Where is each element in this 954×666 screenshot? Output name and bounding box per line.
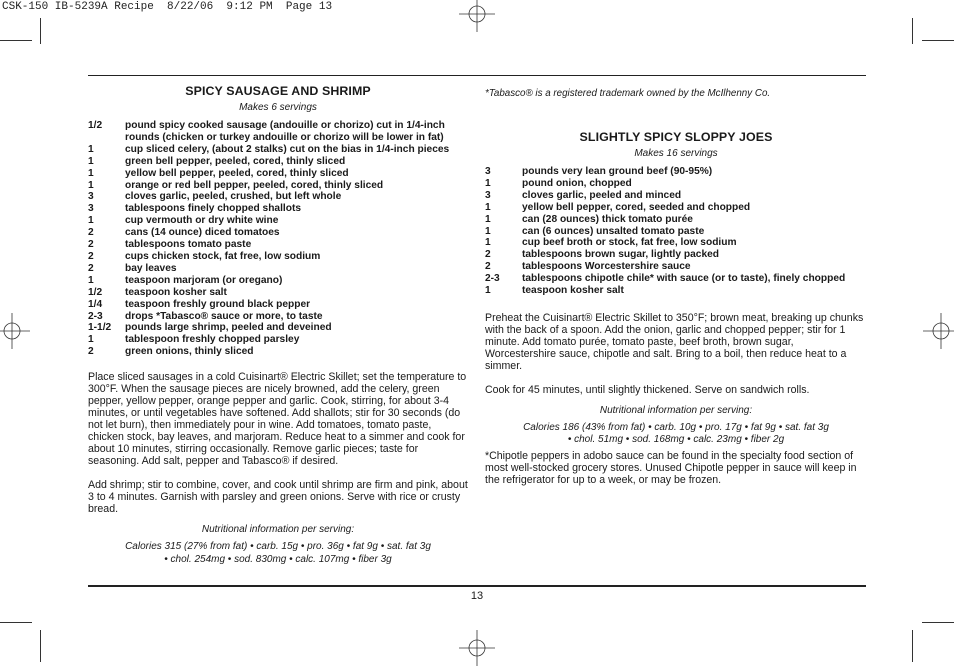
ingredient-row (88, 346, 468, 358)
ingredient-qty: 1 (485, 201, 491, 213)
ingredient-text: pound onion, chopped (522, 177, 632, 189)
ingredient-text: yellow bell pepper, peeled, cored, thinly sliced (125, 167, 349, 179)
ingredient-text: teaspoon kosher salt (522, 285, 624, 297)
ingredient-row (485, 249, 867, 261)
ingredient-text: tablespoons Worcestershire sauce (522, 261, 691, 273)
ingredient-qty: 1-1/2 (88, 322, 112, 334)
crop-mark-top-left-v (40, 18, 41, 44)
ingredient-qty: 1 (88, 143, 94, 155)
ingredient-qty: 1/4 (88, 298, 103, 310)
ingredient-row (88, 191, 468, 203)
ingredient-text: green bell pepper, peeled, cored, thinly sliced (125, 155, 346, 167)
registration-mark-top (459, 0, 495, 32)
ingredient-text: tablespoons finely chopped shallots (125, 203, 302, 215)
recipe-title: SPICY SAUSAGE AND SHRIMP (185, 84, 371, 98)
ingredient-row (485, 166, 867, 178)
ingredient-row (88, 311, 468, 323)
ingredient-row (88, 275, 468, 287)
ingredient-qty: 1 (485, 237, 491, 249)
ingredient-text: yellow bell pepper, cored, seeded and chopped (522, 201, 751, 213)
ingredient-row (88, 144, 468, 156)
ingredient-row (485, 285, 867, 297)
ingredient-row (88, 251, 468, 263)
ingredient-text: pound spicy cooked sausage (andouille or chorizo) cut in 1/4-inch rounds (chicken or turkey andouille or chorizo will be lower in fat) (125, 120, 445, 143)
ingredient-qty: 2-3 (88, 310, 103, 322)
ingredient-row (88, 287, 468, 299)
registration-mark-right (923, 313, 954, 349)
ingredient-qty: 1 (88, 215, 94, 227)
ingredient-text: cloves garlic, peeled and minced (522, 189, 682, 201)
ingredient-row (485, 226, 867, 238)
recipe-title: SLIGHTLY SPICY SLOPPY JOES (579, 130, 773, 144)
ingredient-row (485, 273, 867, 285)
bottom-rule (88, 585, 866, 587)
ingredient-row (88, 156, 468, 168)
ingredient-text: tablespoons tomato paste (125, 239, 252, 251)
ingredient-row (88, 239, 468, 251)
ingredient-text: green onions, thinly sliced (125, 346, 254, 358)
ingredient-text: drops *Tabasco® sauce or more, to taste (125, 310, 323, 322)
ingredient-text: cup vermouth or dry white wine (125, 215, 279, 227)
ingredient-qty: 2 (88, 250, 94, 262)
ingredient-text: teaspoon marjoram (or oregano) (125, 274, 283, 286)
ingredient-qty: 1/2 (88, 120, 103, 131)
ingredient-qty: 2 (88, 346, 94, 358)
crop-mark-bottom-right (922, 622, 954, 623)
ingredient-qty: 2 (88, 262, 94, 274)
instructions-paragraph: Place sliced sausages in a cold Cuisinart® Electric Skillet; set the temperature to 300°F. When the sausage pieces are nicely browned, add the celery, green pepper, yellow pepper, orange pepper and garlic. Cook, stirring, for about 3-4 minutes, or until vegetables have softened. Add shallots; stir for 30 seconds (do not let burn), then immediately pour in wine. Add tomatoes, tomato paste, chicken stock, bay leaves, and marjoram. Reduce heat to a simmer and cook for about 10 minutes, stirring occasionally. Remove garlic pieces; taste for seasoning. Add salt, pepper and Tabasco® if desired. (88, 371, 467, 468)
ingredient-text: pounds large shrimp, peeled and deveined (125, 322, 332, 334)
page-number: 13 (470, 590, 484, 602)
ingredient-text: tablespoon freshly chopped parsley (125, 334, 300, 346)
recipe-sloppy-joes (485, 84, 867, 486)
ingredient-qty: 1 (485, 213, 491, 225)
ingredient-qty: 3 (88, 203, 94, 215)
ingredient-text: teaspoon kosher salt (125, 286, 227, 298)
ingredient-text: tablespoons brown sugar, lightly packed (522, 249, 719, 261)
ingredient-row (88, 263, 468, 275)
ingredient-text: orange or red bell pepper, peeled, cored, thinly sliced (125, 179, 384, 191)
instructions-paragraph: Cook for 45 minutes, until slightly thickened. Serve on sandwich rolls. (485, 383, 810, 396)
nutrition-line: Calories 186 (43% from fat) • carb. 10g • pro. 17g • fat 9g • sat. fat 3g (523, 421, 829, 433)
ingredient-text: bay leaves (125, 262, 177, 274)
crop-mark-bottom-left-v (40, 630, 41, 662)
ingredient-row (88, 334, 468, 346)
ingredient-text: pounds very lean ground beef (90-95%) (522, 166, 713, 177)
ingredient-text: cup beef broth or stock, fat free, low sodium (522, 237, 737, 249)
ingredient-qty: 2 (485, 261, 491, 273)
ingredient-qty: 1 (88, 179, 94, 191)
ingredient-row (88, 120, 468, 144)
ingredient-qty: 1 (88, 274, 94, 286)
recipe-yield: Makes 16 servings (634, 148, 718, 159)
ingredient-row (88, 322, 468, 334)
crop-mark-top-left (0, 40, 32, 41)
ingredient-row (88, 215, 468, 227)
ingredient-row (485, 178, 867, 190)
ingredient-text: cans (14 ounce) diced tomatoes (125, 227, 280, 239)
ingredient-row (88, 203, 468, 215)
nutrition-line: • chol. 51mg • sod. 168mg • calc. 23mg • fiber 2g (567, 434, 785, 446)
top-rule (88, 75, 866, 76)
trademark-note: *Tabasco® is a registered trademark owned by the McIlhenny Co. (485, 88, 771, 99)
instructions-paragraph: Preheat the Cuisinart® Electric Skillet to 350°F; brown meat, breaking up chunks with the back of a spoon. Add the onion, garlic and chopped pepper; stir for 1 minute. Add tomato purée, tomato paste, beef broth, brown sugar, Worcestershire sauce, chipotle and salt. Bring to a boil, then reduce heat to a simmer. (485, 311, 864, 372)
ingredient-qty: 2 (485, 249, 491, 261)
recipe-spicy-sausage-shrimp (88, 84, 468, 566)
ingredient-text: cups chicken stock, fat free, low sodium (125, 250, 321, 262)
ingredient-qty: 1 (88, 155, 94, 167)
ingredient-qty: 1 (485, 285, 491, 297)
ingredient-row (485, 261, 867, 273)
ingredient-list (485, 166, 867, 297)
crop-mark-top-right-v (912, 18, 913, 44)
ingredient-qty: 3 (88, 191, 94, 203)
chipotle-footnote: *Chipotle peppers in adobo sauce can be found in the specialty food section of most well-stocked grocery stores. Unused Chipotle pepper in sauce will keep in the refrigerator for up to a week, or may be frozen. (485, 449, 857, 486)
nutrition-line: Calories 315 (27% from fat) • carb. 15g • pro. 36g • fat 9g • sat. fat 3g (125, 541, 431, 553)
nutrition-heading: Nutritional information per serving: (599, 404, 753, 416)
ingredient-qty: 3 (485, 189, 491, 201)
ingredient-row (88, 180, 468, 192)
ingredient-row (485, 237, 867, 249)
ingredient-row (485, 214, 867, 226)
ingredient-row (88, 299, 468, 311)
ingredient-row (485, 190, 867, 202)
ingredient-row (88, 168, 468, 180)
ingredient-qty: 1 (88, 334, 94, 346)
instructions-paragraph: Add shrimp; stir to combine, cover, and cook until shrimp are firm and pink, about 3 to 4 minutes. Garnish with parsley and green onions. Serve with rice or crusty bread. (88, 479, 468, 516)
crop-mark-bottom-left (0, 622, 32, 623)
ingredient-qty: 2 (88, 239, 94, 251)
ingredient-text: cloves garlic, peeled, crushed, but left whole (125, 191, 342, 203)
ingredient-qty: 1 (88, 167, 94, 179)
registration-mark-left (0, 313, 30, 349)
crop-mark-bottom-right-v (912, 630, 913, 662)
print-header: CSK-150 IB-5239A Recipe 8/22/06 9:12 PM Page 13 (2, 1, 333, 13)
ingredient-text: cup sliced celery, (about 2 stalks) cut on the bias in 1/4-inch pieces (125, 143, 450, 155)
nutrition-line: • chol. 254mg • sod. 830mg • calc. 107mg • fiber 3g (164, 553, 392, 565)
ingredient-row (485, 202, 867, 214)
ingredient-text: teaspoon freshly ground black pepper (125, 298, 311, 310)
ingredient-list (88, 120, 468, 358)
ingredient-qty: 1 (485, 225, 491, 237)
ingredient-text: can (6 ounces) unsalted tomato paste (522, 225, 705, 237)
ingredient-qty: 2-3 (485, 273, 500, 285)
recipe-yield: Makes 6 servings (239, 102, 317, 113)
ingredient-row (88, 227, 468, 239)
ingredient-text: tablespoons chipotle chile* with sauce (or to taste), finely chopped (522, 273, 846, 285)
ingredient-qty: 3 (485, 166, 491, 177)
registration-mark-bottom (459, 630, 495, 666)
ingredient-qty: 1 (485, 177, 491, 189)
nutrition-heading: Nutritional information per serving: (201, 524, 355, 536)
ingredient-qty: 1/2 (88, 286, 103, 298)
crop-mark-top-right (922, 40, 954, 41)
ingredient-text: can (28 ounces) thick tomato purée (522, 213, 693, 225)
ingredient-qty: 2 (88, 227, 94, 239)
